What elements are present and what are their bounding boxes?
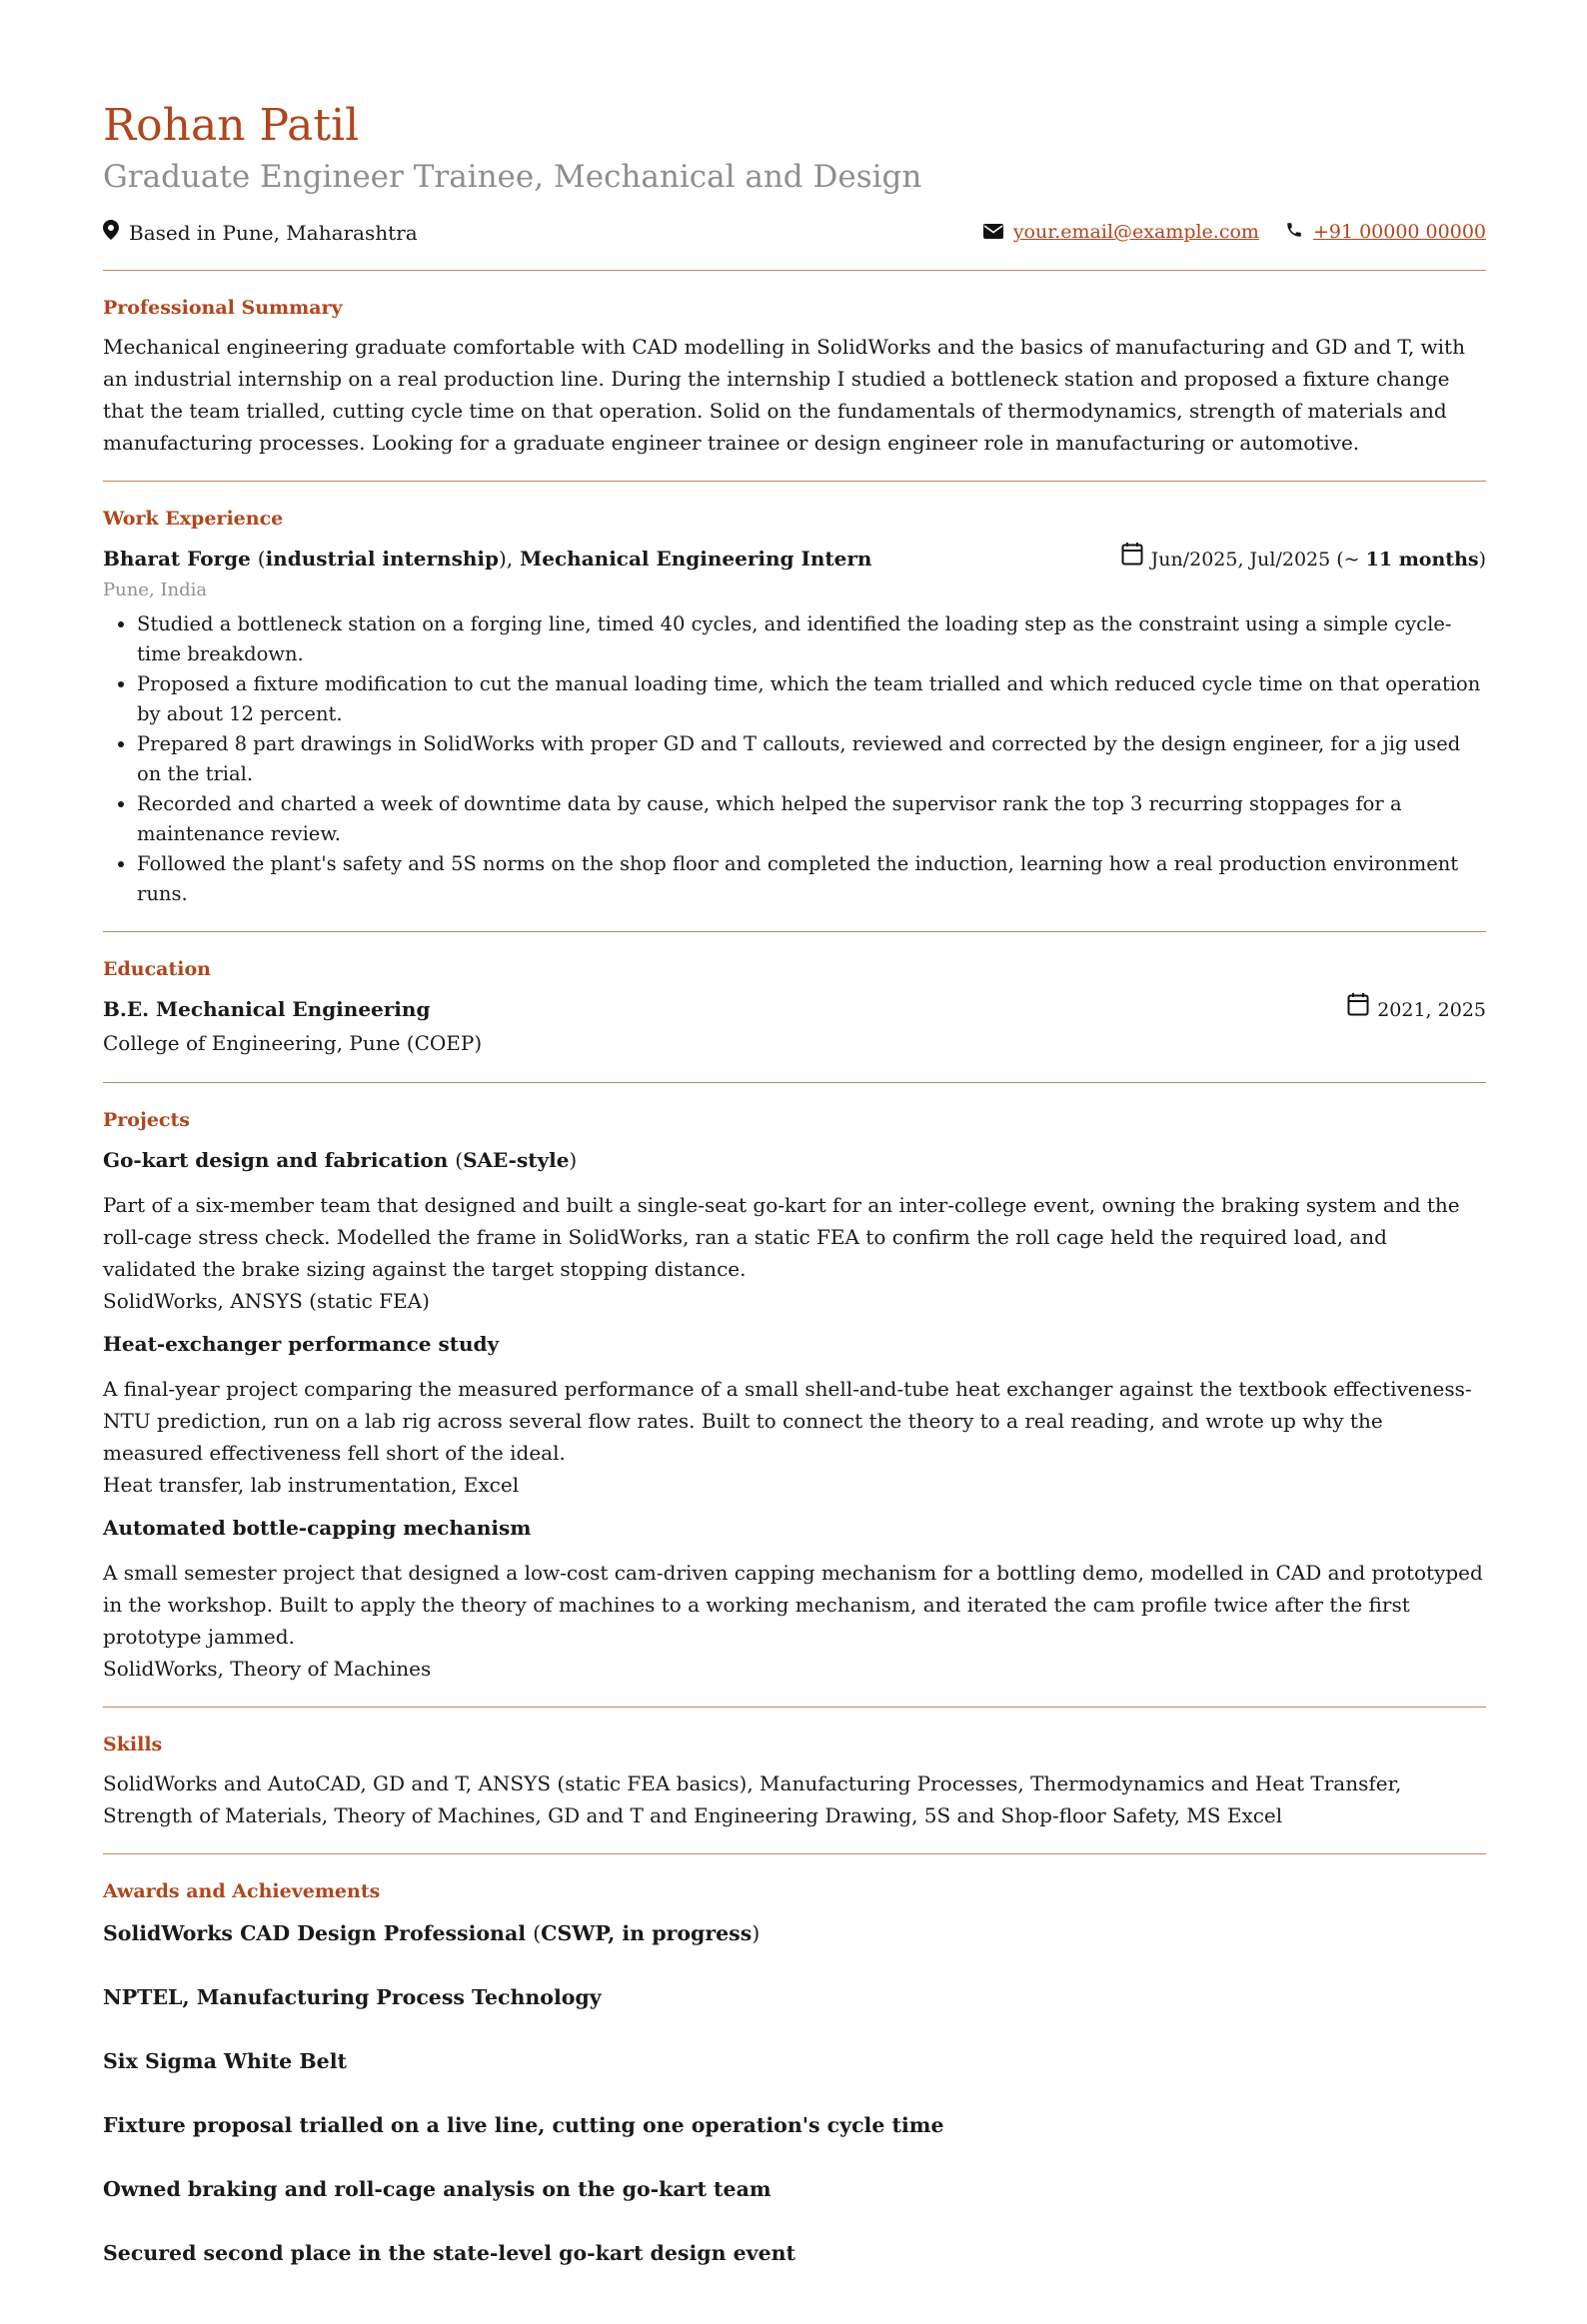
award-note: CSWP, in progress: [541, 1921, 753, 1945]
award-item: NPTEL, Manufacturing Process Technology: [103, 1985, 602, 2009]
section-heading: Awards and Achievements: [103, 1880, 381, 1902]
date-range: Jun/2025, Jul/2025 (~: [1150, 548, 1360, 571]
summary-section: [103, 271, 1486, 481]
institution: College of Engineering, Pune (COEP): [103, 1031, 483, 1055]
project-note: SAE-style: [463, 1148, 570, 1172]
contact-links: [983, 220, 1486, 244]
map-pin-icon: [103, 220, 119, 245]
project-name: Automated bottle-capping mechanism: [103, 1516, 532, 1540]
award-item: SolidWorks CAD Design Professional (CSWP, in progress): [103, 1921, 761, 1945]
section-heading: Education: [103, 958, 211, 980]
project-name: Heat-exchanger performance study: [103, 1332, 500, 1356]
calendar-icon: [1347, 992, 1369, 1027]
section-heading: Professional Summary: [103, 297, 343, 319]
project-description: A final-year project comparing the measured performance of a small shell-and-tube heat exchanger against the textbook effectiveness-NTU prediction, run on a lab rig across several flow rates. Built to connect the theory to a real reading, and wrote up why the measured effectiveness fell short of the ideal.: [103, 1377, 1472, 1465]
email-contact: [983, 220, 1259, 244]
project-tools: SolidWorks, Theory of Machines: [103, 1657, 432, 1681]
experience-header: [103, 542, 1486, 576]
project-name: Go-kart design and fabrication (SAE-style): [103, 1148, 578, 1172]
candidate-title: Graduate Engineer Trainee, Mechanical and Design: [103, 159, 922, 195]
skills-text: SolidWorks and AutoCAD, GD and T, ANSYS (static FEA basics), Manufacturing Processes, Thermodynamics and Heat Transfer, Strength of Materials, Theory of Machines, GD and T and Engineering Drawing, 5S and Shop-floor Safety, MS Excel: [103, 1771, 1402, 1827]
project-tools: SolidWorks, ANSYS (static FEA): [103, 1289, 430, 1313]
list-item: • Followed the plant's safety and 5S norms on the shop floor and completed the induction, learning how a real production environment runs.: [137, 849, 1486, 909]
project-description: A small semester project that designed a low-cost cam-driven capping mechanism for a bottling demo, modelled in CAD and prototyped in the workshop. Built to apply the theory of machines to a working mechanism, and iterated the cam profile twice after the first prototype jammed.: [103, 1561, 1483, 1649]
award-item: Fixture proposal trialled on a live line, cutting one operation's cycle time: [103, 2113, 944, 2137]
resume-content: [103, 96, 1486, 2324]
mail-icon: [983, 220, 1003, 244]
summary-text: Mechanical engineering graduate comfortable with CAD modelling in SolidWorks and the basics of manufacturing and GD and T, with an industrial internship on a real production line. During the internship I studied a bottleneck station and proposed a fixture change that the team trialled, cutting cycle time on that operation. Solid on the fundamentals of thermodynamics, strength of materials and manufacturing processes. Looking for a graduate engineer trainee or design engineer role in manufacturing or automotive.: [103, 335, 1465, 455]
education-header: [103, 992, 1486, 1026]
experience-dates: Jun/2025, Jul/2025 (~ 11 months): [1121, 542, 1486, 577]
list-item: • Recorded and charted a week of downtime data by cause, which helped the supervisor rank the top 3 recurring stoppages for a maintenance review.: [137, 789, 1486, 849]
experience-title: Bharat Forge (industrial internship), Mechanical Engineering Intern: [103, 547, 872, 571]
experience-section: [103, 482, 1486, 931]
project-description: Part of a six-member team that designed and built a single-seat go-kart for an inter-college event, owning the braking system and the roll-cage stress check. Modelled the frame in SolidWorks, ran a static FEA to confirm the roll cage held the required load, and validated the brake sizing against the target stopping distance.: [103, 1193, 1460, 1281]
phone-icon: [1285, 220, 1303, 244]
degree: B.E. Mechanical Engineering: [103, 997, 431, 1021]
calendar-icon: [1121, 542, 1143, 577]
section-heading: Skills: [103, 1734, 163, 1755]
email-link[interactable]: your.email@example.com: [1012, 221, 1259, 243]
projects-section: [103, 1083, 1486, 1707]
company-note: industrial internship: [265, 547, 499, 571]
award-item: Six Sigma White Belt: [103, 2049, 347, 2073]
education-dates: [1347, 992, 1486, 1027]
location: [103, 220, 418, 245]
role-name: Mechanical Engineering Intern: [520, 547, 872, 571]
list-item: • Studied a bottleneck station on a forging line, timed 40 cycles, and identified the loading step as the constraint using a simple cycle-time breakdown.: [137, 609, 1486, 669]
award-item: Secured second place in the state-level go-kart design event: [103, 2241, 795, 2265]
project-item: [103, 1513, 1486, 1685]
awards-section: [103, 1854, 1486, 2324]
list-item: • Proposed a fixture modification to cut the manual loading time, which the team trialled and which reduced cycle time on that operation by about 12 percent.: [137, 669, 1486, 729]
contact-row: [103, 210, 1486, 254]
award-item: Owned braking and roll-cage analysis on the go-kart team: [103, 2177, 772, 2201]
section-heading: Projects: [103, 1109, 190, 1131]
duration: 11 months: [1365, 548, 1479, 571]
location-text: Based in Pune, Maharashtra: [129, 220, 418, 245]
phone-contact: [1285, 220, 1486, 244]
education-section: [103, 932, 1486, 1082]
candidate-name: Rohan Patil: [103, 100, 360, 151]
phone-link[interactable]: +91 00000 00000: [1312, 221, 1486, 243]
company-name: Bharat Forge: [103, 547, 251, 571]
section-heading: Work Experience: [103, 508, 284, 530]
skills-section: [103, 1708, 1486, 1853]
project-item: [103, 1145, 1486, 1317]
list-item: • Prepared 8 part drawings in SolidWorks with proper GD and T callouts, reviewed and corrected by the design engineer, for a jig used on the trial.: [137, 729, 1486, 789]
experience-location: Pune, India: [103, 580, 208, 600]
date-range: 2021, 2025: [1377, 998, 1486, 1021]
project-tools: Heat transfer, lab instrumentation, Excel: [103, 1473, 520, 1497]
experience-bullets: [103, 609, 1486, 909]
project-item: [103, 1329, 1486, 1501]
